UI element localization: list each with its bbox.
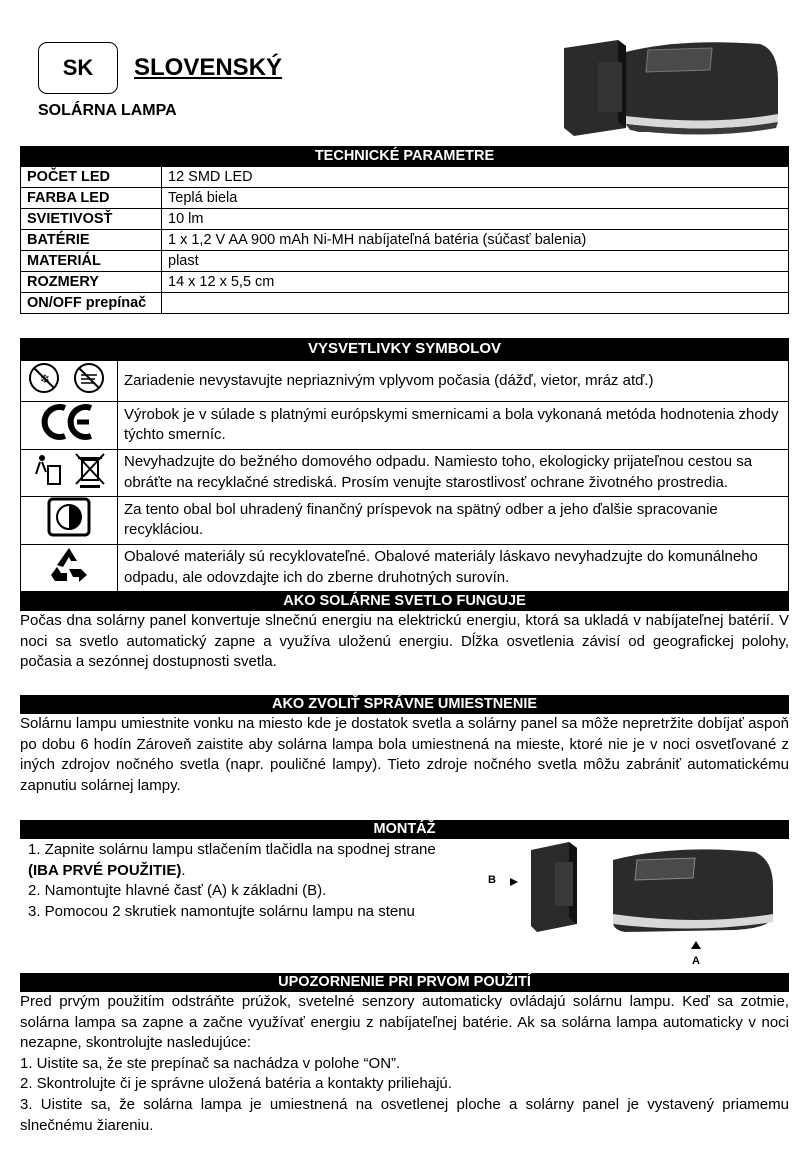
tech-params-header: TECHNICKÉ PARAMETRE <box>21 147 789 167</box>
green-dot-icon <box>46 497 92 537</box>
first-use-item-3: 3. Uistite sa, že solárna lampa je umiestnená na osvetlenej ploche a solárny panel je vystavený priamemu slnečnému žiareniu. <box>20 1095 789 1134</box>
mounting-step-1: 1. Zapnite solárnu lampu stlačením tlačidla na spodnej strane (IBA PRVÉ POUŽITIE). <box>28 841 436 879</box>
mounting-step-2: 2. Namontujte hlavné časť (A) k základni (B). <box>28 882 327 900</box>
how-it-works-text: Počas dna solárny panel konvertuje slnečnú energiu na elektrickú energiu, ktorá sa ukladá v nabíjateľnej batérií. V noci sa svetlo automatický zapne a využíva uloženú energiu. Dĺžka osvetlenia závisí od geografickej polohy, počasia a sezónnej dostupnosti svetla. <box>20 612 789 671</box>
first-use-item-1: 1. Uistite sa, že ste prepínač sa nachádza v polohe “ON”. <box>20 1054 401 1072</box>
placement-header: AKO ZVOLIŤ SPRÁVNE UMIESTNENIE <box>20 695 789 714</box>
weather-warning-icon <box>24 361 114 395</box>
solar-lamp-image <box>560 30 782 145</box>
mounting-step-3: 3. Pomocou 2 skrutiek namontujte solárnu lampu na stenu <box>28 902 415 920</box>
language-code-box <box>38 42 118 94</box>
tech-params-table <box>20 146 789 314</box>
mounting-diagram <box>525 838 785 938</box>
table-row: Za tento obal bol uhradený finančný príspevok na spätný odber a jeho ďalšie spracovanie recykláciou. <box>21 497 789 545</box>
recycle-icon <box>47 545 91 585</box>
label-b: B <box>488 874 496 886</box>
first-use-header: UPOZORNENIE PRI PRVOM POUŽITÍ <box>20 973 789 992</box>
weee-bin-icon <box>24 450 114 490</box>
table-row: ON/OFF prepínač <box>21 293 789 314</box>
table-row: ❄ Zariadenie nevystavujte nepriaznivým vplyvom počasia (dážď, vietor, mráz atď.) <box>21 360 789 402</box>
table-row: ROZMERY 14 x 12 x 5,5 cm <box>21 272 789 293</box>
table-row: Obalové materiály sú recyklovateľné. Obalové materiály láskavo nevyhadzujte do komunálneho odpadu, ale odovzdajte ich do zberne druhotných surovín. <box>21 544 789 592</box>
label-a: A <box>692 955 700 967</box>
language-code: SK <box>62 55 94 80</box>
table-row: BATÉRIE 1 x 1,2 V AA 900 mAh Ni-MH nabíjateľná batéria (súčasť balenia) <box>21 230 789 251</box>
ce-mark-icon <box>39 402 99 442</box>
table-row: FARBA LED Teplá biela <box>21 188 789 209</box>
product-title: SOLÁRNA LAMPA <box>38 102 177 119</box>
table-row: Nevyhadzujte do bežného domového odpadu. Namiesto toho, ekologicky prijateľnou cestou sa obráťte na recyklačné strediská. Prosím venujte starostlivosť ochrane životného prostredia. <box>21 449 789 497</box>
arrow-up-icon <box>690 940 702 950</box>
mounting-header: MONTÁŽ <box>20 820 789 839</box>
how-it-works-header: AKO SOLÁRNE SVETLO FUNGUJE <box>20 592 789 611</box>
first-use-intro: Pred prvým použitím odstráňte prúžok, svetelné senzory automaticky ovládajú solárnu lampu. Keď sa zotmie, solárna lampa sa zapne a začne využívať energiu z nabíjateľnej batérie. Ak sa solárna lampa automaticky v noci nezapne, skontrolujte nasledujúce: <box>20 993 789 1052</box>
arrow-right-icon <box>508 876 520 888</box>
first-use-item-2: 2. Skontrolujte či je správne uložená batéria a kontakty priliehajú. <box>20 1075 452 1093</box>
mounting-steps <box>28 840 468 922</box>
language-title: SLOVENSKÝ <box>134 54 283 81</box>
table-row: SVIETIVOSŤ 10 lm <box>21 209 789 230</box>
table-row: POČET LED 12 SMD LED <box>21 167 789 188</box>
table-row: Výrobok je v súlade s platnými európskymi smernicami a bola vykonaná metóda hodnotenia zhody týchto smerníc. <box>21 402 789 450</box>
svg-text:❄: ❄ <box>40 371 51 386</box>
first-use-text <box>20 992 789 1136</box>
placement-text: Solárnu lampu umiestnite vonku na miesto kde je dostatok svetla a solárny panel sa môže nepretržite dobíjať aspoň po dobu 6 hodín Zároveň zaistite aby solárna lampa bola umiestnená na mieste, ktoré nie je v noci osvetľované z iných zdrojov nočného svetla (napr. pouličné lampy). Tieto zdroje nočného svetla môžu zabrániť automatickému zapnutiu solárnej lampy. <box>20 715 789 794</box>
symbols-header: VYSVETLIVKY SYMBOLOV <box>21 339 789 361</box>
symbols-table <box>20 338 789 592</box>
table-row: MATERIÁL plast <box>21 251 789 272</box>
